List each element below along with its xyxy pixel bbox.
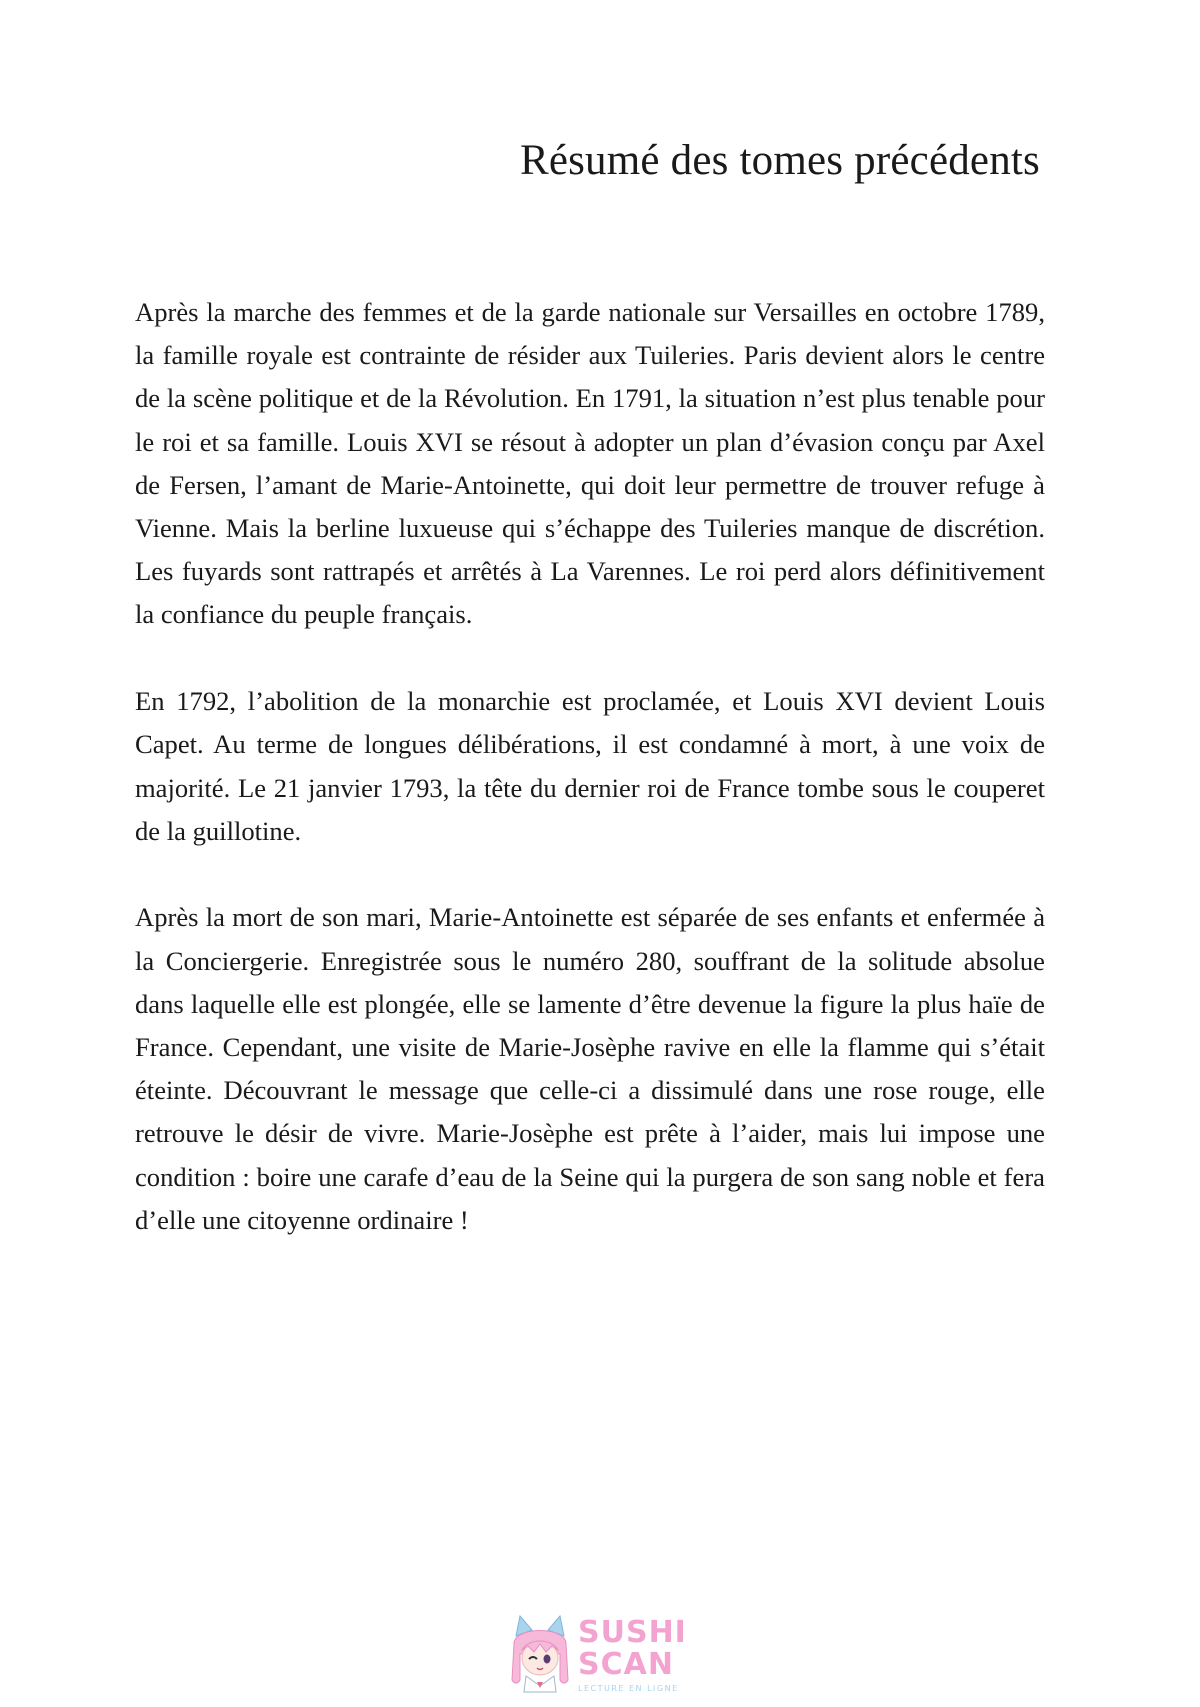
summary-paragraph-1: Après la marche des femmes et de la garde nationale sur Versailles en octobre 1789, la famille royale est contrainte de résider aux Tuileries. Paris devient alors le centre de la scène politique et de la Révolution. En 1791, la situation n’est plus tenable pour le roi et sa famille. Louis XVI se résout à adopter un plan d’évasion conçu par Axel de Fersen, l’amant de Marie-Antoinette, qui doit leur permettre de trouver refuge à Vienne. Mais la berline luxueuse qui s’échappe des Tuileries manque de discrétion. Les fuyards sont rattrapés et arrêtés à La Varennes. Le roi perd alors définitivement la confiance du peuple français. [135,297,1045,630]
watermark-word-sushi: SUSHI [578,1615,687,1650]
anime-girl-mascot-icon [506,1614,574,1694]
summary-paragraph-2: En 1792, l’abolition de la monarchie est proclamée, et Louis XVI devient Louis Capet. Au terme de longues délibérations, il est condamné à mort, à une voix de majorité. Le 21 janvier 1793, la tête du dernier roi de France tombe sous le couperet de la guillotine. [135,686,1045,846]
page-title: Résumé des tomes précédents [519,137,1040,184]
summary-paragraph-3: Après la mort de son mari, Marie-Antoinette est séparée de ses enfants et enfermée à la Conciergerie. Enregistrée sous le numéro 280, souffrant de la solitude absolue dans laquelle elle est plongée, elle se lamente d’être devenue la figure la plus haïe de France. Cependant, une visite de Marie-Josèphe ravive en elle la flamme qui s’était éteinte. Découvrant le message que celle-ci a dissimulé dans une rose rouge, elle retrouve le désir de vivre. Marie-Josèphe est prête à l’aider, mais lui impose une condition : boire une carafe d’eau de la Seine qui la purgera de son sang noble et fera d’elle une citoyenne ordinaire ! [135,902,1045,1235]
sushi-scan-watermark [506,1610,706,1698]
watermark-word-scan: SCAN [578,1647,674,1682]
summary-body [135,291,1045,1286]
watermark-tagline: LECTURE EN LIGNE [578,1684,679,1693]
